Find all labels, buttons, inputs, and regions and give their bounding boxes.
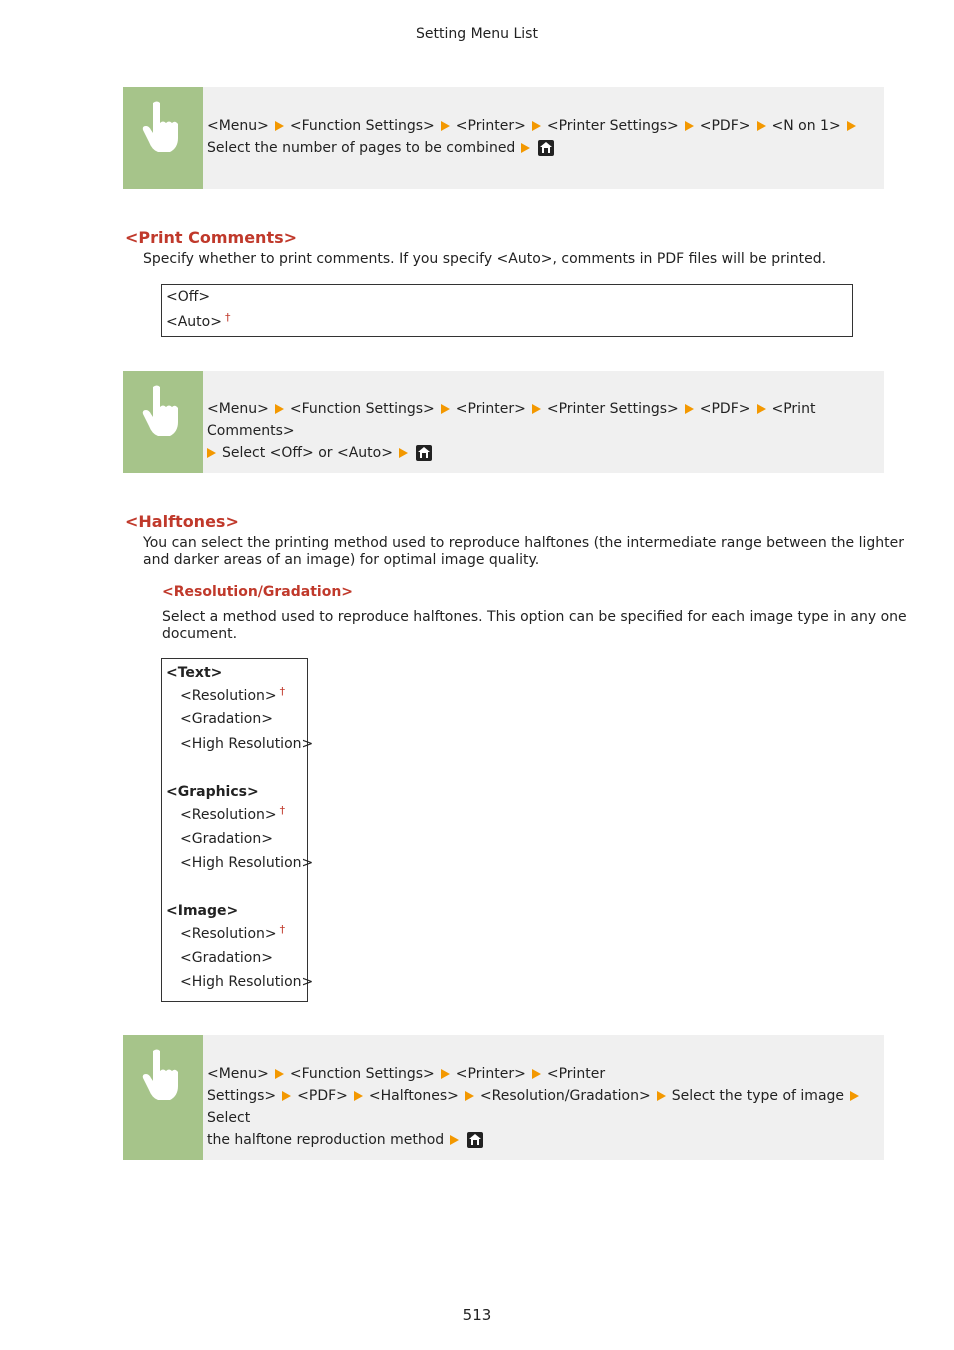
hand-pointer-icon (139, 383, 187, 439)
orange-triangle-arrow-icon (685, 121, 694, 131)
orange-triangle-arrow-icon (441, 121, 450, 131)
option-gradation: <Gradation> (180, 831, 273, 847)
halftones-description-line2: and darker areas of an image) for optimal image quality. (143, 552, 540, 568)
print-comments-description: Specify whether to print comments. If you specify <Auto>, comments in PDF files will be printed. (143, 251, 827, 267)
home-icon (538, 140, 554, 156)
path-step: <Menu> (207, 1066, 269, 1082)
option-gradation: <Gradation> (180, 950, 273, 966)
section-title-print-comments: <Print Comments> (125, 228, 298, 247)
path-step: <Printer (546, 1066, 606, 1082)
group-text: <Text> (166, 665, 223, 681)
orange-triangle-arrow-icon (657, 1091, 666, 1101)
orange-triangle-arrow-icon (685, 404, 694, 414)
resolution-gradation-description-line1: Select a method used to reproduce halftones. This option can be specified for each image type in any one (162, 609, 907, 625)
subsection-title-resolution-gradation: <Resolution/Gradation> (162, 584, 354, 600)
path-step: Select the number of pages to be combined (207, 140, 516, 156)
option-label: <Auto> (166, 314, 222, 330)
default-marker: † (279, 923, 286, 936)
path-step: <Printer Settings> (546, 118, 679, 134)
option-resolution (180, 685, 285, 704)
hand-pointer-icon (139, 1047, 187, 1103)
orange-triangle-arrow-icon (354, 1091, 363, 1101)
path-step: <Menu> (207, 401, 269, 417)
halftones-description-line1: You can select the printing method used to reproduce halftones (the intermediate range between the lighter (143, 535, 904, 551)
default-marker: † (224, 311, 231, 324)
path-step: <Function Settings> (289, 1066, 435, 1082)
path-step: <Printer> (455, 118, 526, 134)
option-label: <Resolution> (180, 807, 277, 823)
orange-triangle-arrow-icon (757, 404, 766, 414)
orange-triangle-arrow-icon (275, 404, 284, 414)
option-label: <Resolution> (180, 688, 277, 704)
option-off: <Off> (166, 289, 211, 305)
path-step: <PDF> (699, 118, 751, 134)
option-auto (166, 311, 230, 330)
path-step: <Printer> (455, 401, 526, 417)
orange-triangle-arrow-icon (275, 121, 284, 131)
home-icon (467, 1132, 483, 1148)
path-step: Settings> (207, 1088, 277, 1104)
option-resolution (180, 804, 285, 823)
path-step: <Function Settings> (289, 118, 435, 134)
orange-triangle-arrow-icon (207, 448, 216, 458)
option-high-resolution: <High Resolution> (180, 974, 314, 990)
path-step: <PDF> (297, 1088, 348, 1104)
path-step: <N on 1> (771, 118, 841, 134)
orange-triangle-arrow-icon (757, 121, 766, 131)
resolution-gradation-description-line2: document. (162, 626, 238, 642)
group-image: <Image> (166, 903, 239, 919)
option-high-resolution: <High Resolution> (180, 736, 314, 752)
page-number: 513 (462, 1306, 492, 1324)
orange-triangle-arrow-icon (847, 121, 856, 131)
orange-triangle-arrow-icon (450, 1135, 459, 1145)
operation-box-print-comments (123, 371, 884, 473)
option-label: <Resolution> (180, 926, 277, 942)
path-step: <Printer> (455, 1066, 526, 1082)
path-step: the halftone reproduction method (207, 1132, 445, 1148)
orange-triangle-arrow-icon (399, 448, 408, 458)
operation-path (207, 115, 878, 159)
page-header: Setting Menu List (416, 26, 538, 42)
orange-triangle-arrow-icon (441, 404, 450, 414)
path-step: Select (207, 1110, 251, 1126)
operation-box-n-on-1 (123, 87, 884, 189)
orange-triangle-arrow-icon (532, 1069, 541, 1079)
path-step: <PDF> (699, 401, 751, 417)
halftones-options (161, 658, 314, 1002)
path-step: <Halftones> (368, 1088, 459, 1104)
default-marker: † (279, 685, 286, 698)
hand-panel (123, 371, 203, 473)
hand-pointer-icon (139, 99, 187, 155)
option-gradation: <Gradation> (180, 711, 273, 727)
orange-triangle-arrow-icon (465, 1091, 474, 1101)
option-high-resolution: <High Resolution> (180, 855, 314, 871)
home-icon (416, 445, 432, 461)
orange-triangle-arrow-icon (850, 1091, 859, 1101)
print-comments-options (161, 284, 853, 337)
path-step: Select <Off> or <Auto> (222, 445, 393, 461)
path-step: <Print Comments> (207, 401, 816, 439)
hand-panel (123, 87, 203, 189)
path-step: <Printer Settings> (546, 401, 679, 417)
operation-path (207, 1063, 878, 1151)
path-step: <Resolution/Gradation> (479, 1088, 651, 1104)
option-resolution (180, 923, 285, 942)
operation-box-halftones (123, 1035, 884, 1160)
default-marker: † (279, 804, 286, 817)
orange-triangle-arrow-icon (441, 1069, 450, 1079)
orange-triangle-arrow-icon (521, 143, 530, 153)
section-title-halftones: <Halftones> (125, 512, 239, 531)
orange-triangle-arrow-icon (532, 121, 541, 131)
orange-triangle-arrow-icon (282, 1091, 291, 1101)
orange-triangle-arrow-icon (532, 404, 541, 414)
group-graphics: <Graphics> (166, 784, 259, 800)
path-step: <Menu> (207, 118, 269, 134)
orange-triangle-arrow-icon (275, 1069, 284, 1079)
operation-path (207, 398, 878, 464)
path-step: Select the type of image (671, 1088, 845, 1104)
hand-panel (123, 1035, 203, 1160)
path-step: <Function Settings> (289, 401, 435, 417)
